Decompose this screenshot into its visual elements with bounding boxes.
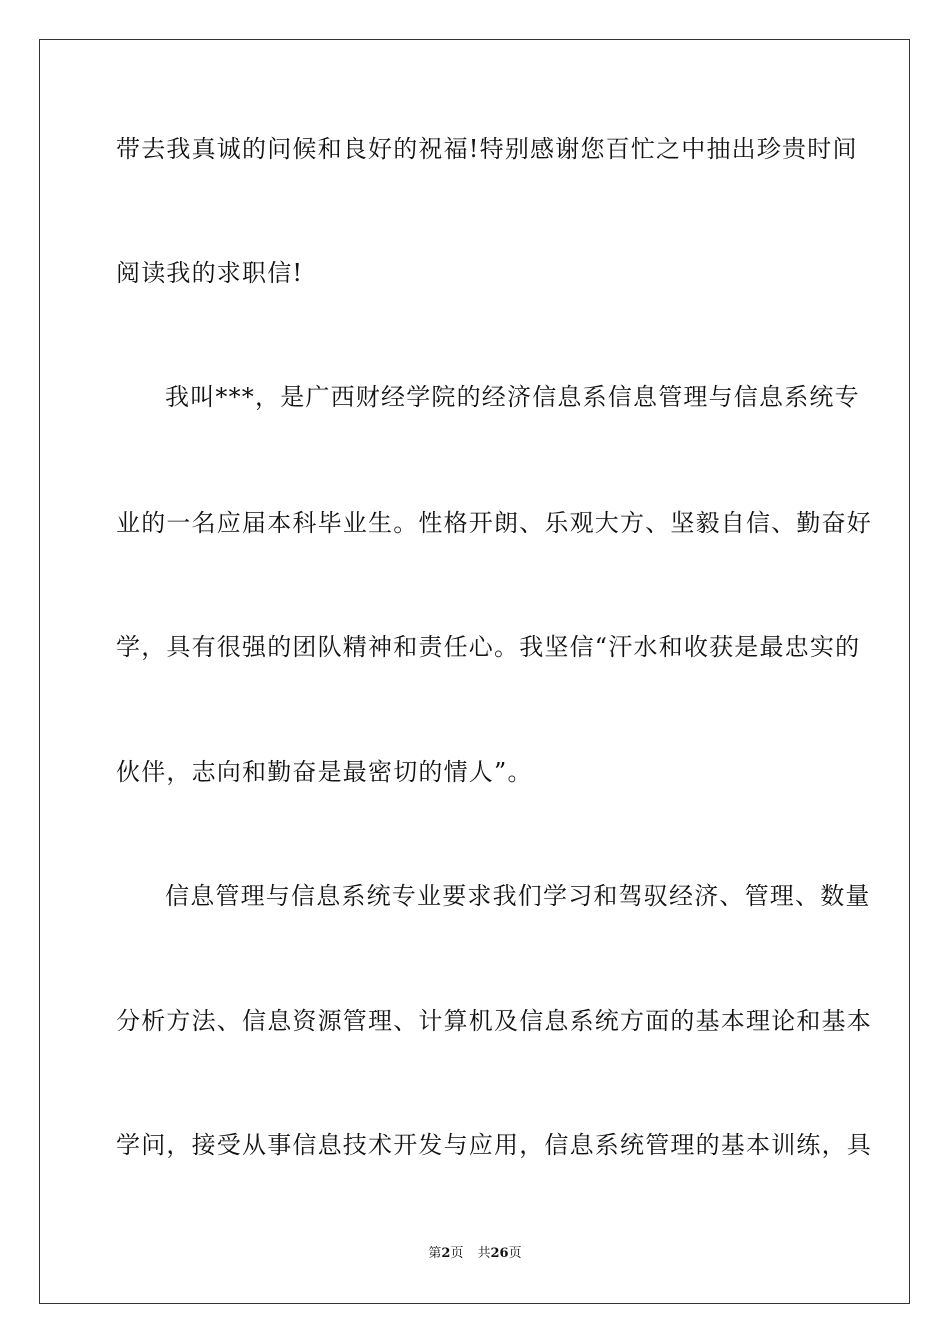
body-text-line: 信息管理与信息系统专业要求我们学习和驾驭经济、管理、数量	[165, 882, 871, 910]
body-text-line: 伙伴，志向和勤奋是最密切的情人”。	[116, 758, 533, 786]
body-text-line: 学，具有很强的团队精神和责任心。我坚信“汗水和收获是最忠实的	[116, 633, 861, 661]
total-suffix: 页	[508, 1246, 522, 1261]
body-text-line: 我叫***，是广西财经学院的经济信息系信息管理与信息系统专	[165, 383, 860, 411]
page-prefix: 第	[428, 1246, 442, 1261]
total-prefix: 共	[477, 1246, 491, 1261]
body-text-line: 阅读我的求职信!	[116, 259, 304, 287]
page-border	[39, 39, 910, 1304]
page-suffix: 页	[450, 1246, 464, 1261]
total-pages: 26	[490, 1246, 509, 1261]
body-text-line: 带去我真诚的问候和良好的祝福!特别感谢您百忙之中抽出珍贵时间	[116, 135, 858, 163]
page-footer	[0, 1246, 950, 1262]
body-text-line: 学问，接受从事信息技术开发与应用，信息系统管理的基本训练，具	[116, 1131, 872, 1159]
body-text-line: 分析方法、信息资源管理、计算机及信息系统方面的基本理论和基本	[116, 1007, 872, 1035]
body-text-line: 业的一名应届本科毕业生。性格开朗、乐观大方、坚毅自信、勤奋好	[116, 509, 872, 537]
page-number: 2	[441, 1246, 451, 1261]
